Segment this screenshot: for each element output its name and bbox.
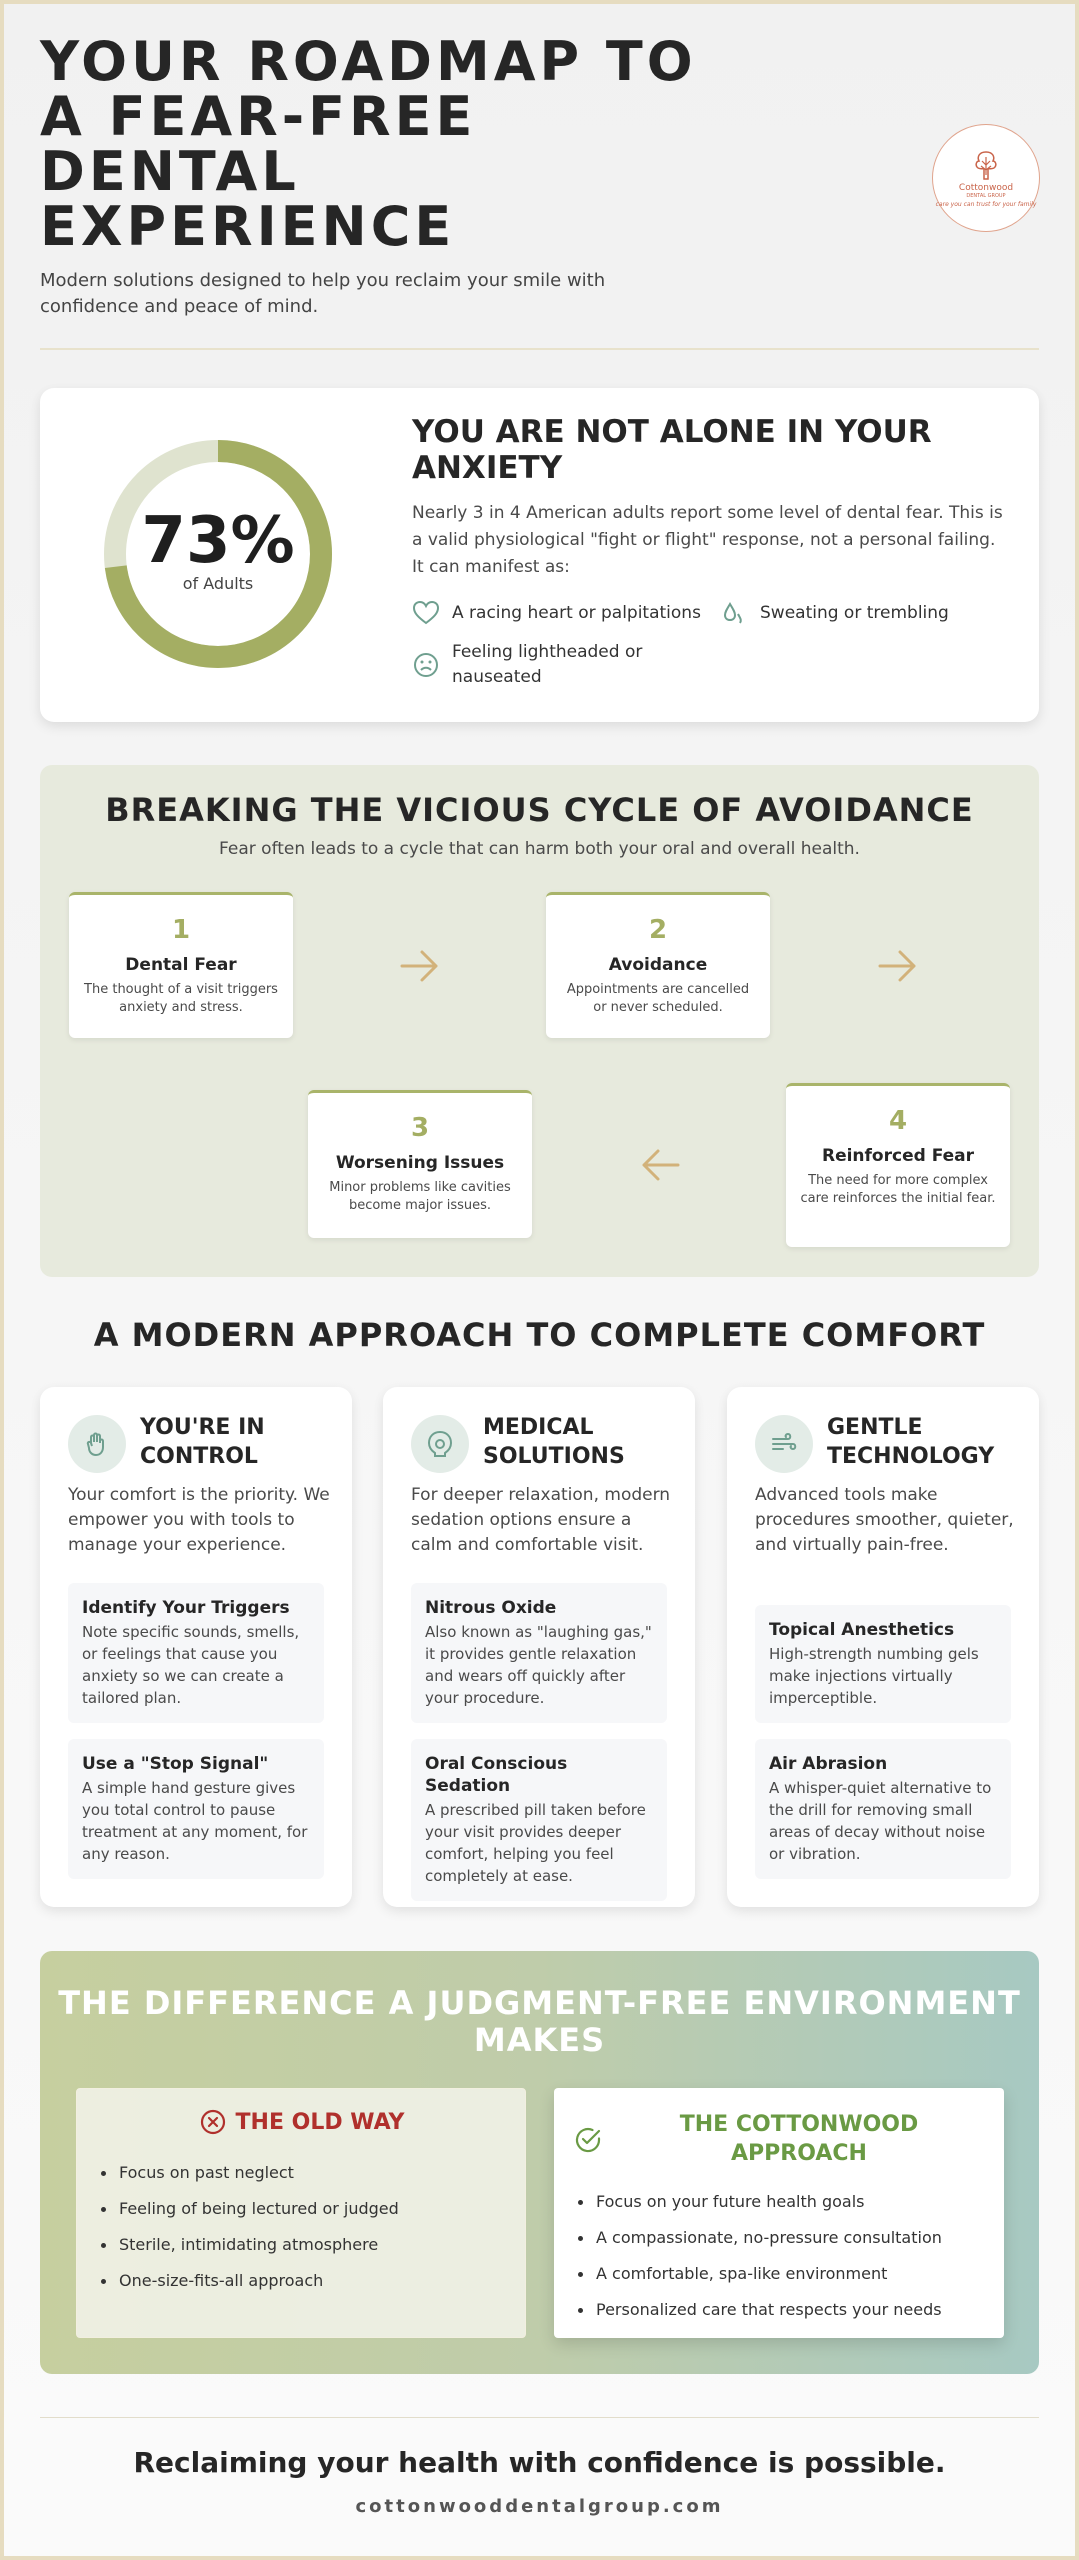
list-item: Focus on past neglect <box>99 2163 399 2183</box>
cottonwood-logo <box>932 124 1040 232</box>
footer-tagline: Reclaiming your health with confidence is possible. <box>133 2446 946 2479</box>
avoidance-cycle-section <box>40 765 1039 1277</box>
old-way-title: THE OLD WAY <box>235 2109 405 2135</box>
tip-description: Also known as "laughing gas," it provides gentle relaxation and wears off quickly after your procedure. <box>425 1623 652 1707</box>
tip-title: Use a "Stop Signal" <box>82 1754 269 1774</box>
hand-icon <box>68 1415 126 1473</box>
list-item: One-size-fits-all approach <box>99 2271 399 2291</box>
dizzy-face-icon <box>412 651 440 679</box>
tip-box <box>411 1739 667 1901</box>
page-title: YOUR ROADMAP TO A FEAR-FREE DENTAL EXPERIENCE <box>40 30 697 258</box>
logo-tagline: DENTAL GROUP <box>966 192 1006 199</box>
old-way-heading <box>77 2109 527 2135</box>
step-description: The need for more complex care reinforces the initial fear. <box>800 1173 996 1206</box>
arrow-right-icon <box>876 946 920 986</box>
cycle-step-2 <box>546 892 770 1038</box>
step-name: Reinforced Fear <box>821 1146 974 1166</box>
comparison-section <box>40 1951 1039 2374</box>
arrow-right-icon <box>398 946 442 986</box>
heart-icon <box>412 600 440 626</box>
card-title: GENTLE TECHNOLOGY <box>827 1415 995 1469</box>
step-name: Avoidance <box>608 955 708 975</box>
page-subtitle: Modern solutions designed to help you reclaim your smile with confidence and peace of mind. <box>40 270 606 317</box>
cottonwood-approach-card <box>554 2088 1004 2338</box>
stat-body: Nearly 3 in 4 American adults report some level of dental fear. This is a valid physiological "fight or flight" response, not a personal failing. It can manifest as: <box>412 503 1003 577</box>
symptom-label: A racing heart or palpitations <box>452 602 701 623</box>
step-description: Minor problems like cavities become major issues. <box>329 1180 511 1213</box>
percent-value: 73% <box>141 504 295 578</box>
wind-icon <box>755 1415 813 1473</box>
step-name: Dental Fear <box>125 955 237 975</box>
card-title: YOU'RE IN CONTROL <box>140 1415 265 1469</box>
sweat-drop-icon <box>720 600 748 626</box>
approach-card-technology <box>727 1387 1039 1907</box>
comparison-title: THE DIFFERENCE A JUDGMENT-FREE ENVIRONMENT MAKES <box>58 1984 1021 2059</box>
tip-box <box>411 1583 667 1723</box>
symptom-label: Feeling lightheaded or nauseated <box>452 642 643 687</box>
tip-description: Note specific sounds, smells, or feelings that cause you anxiety so we can create a tailored plan. <box>82 1623 300 1707</box>
list-item: Feeling of being lectured or judged <box>99 2199 399 2219</box>
tip-title: Nitrous Oxide <box>425 1598 557 1618</box>
divider <box>40 2417 1039 2418</box>
tip-description: A simple hand gesture gives you total control to pause treatment at any moment, for any reason. <box>82 1779 308 1863</box>
step-name: Worsening Issues <box>335 1153 505 1173</box>
cycle-step-3 <box>308 1090 532 1238</box>
percent-label: of Adults <box>182 574 254 593</box>
tip-box <box>755 1739 1011 1879</box>
website-link[interactable]: cottonwooddentalgroup.com <box>355 2496 724 2517</box>
approach-card-medical <box>383 1387 695 1907</box>
tip-title: Air Abrasion <box>769 1754 888 1774</box>
tip-title: Oral Conscious Sedation <box>425 1754 568 1796</box>
card-body: For deeper relaxation, modern sedation options ensure a calm and comfortable visit. <box>411 1485 671 1555</box>
tip-box <box>755 1605 1011 1723</box>
step-number: 3 <box>410 1113 430 1143</box>
card-body: Advanced tools make procedures smoother, quieter, and virtually pain-free. <box>755 1485 1014 1555</box>
step-number: 1 <box>171 915 191 945</box>
tip-description: A prescribed pill taken before your visit provides deeper comfort, helping you feel completely at ease. <box>425 1801 646 1885</box>
logo-name: Cottonwood <box>958 182 1014 193</box>
cottonwood-approach-title: THE COTTONWOOD APPROACH <box>679 2112 919 2166</box>
approach-card-control <box>40 1387 352 1907</box>
tip-description: A whisper-quiet alternative to the drill for removing small areas of decay without noise or vibration. <box>769 1779 992 1863</box>
old-way-list <box>99 2163 399 2307</box>
cycle-step-1 <box>69 892 293 1038</box>
card-body: Your comfort is the priority. We empower you with tools to manage your experience. <box>68 1485 330 1555</box>
tip-title: Identify Your Triggers <box>82 1598 290 1618</box>
list-item: A comfortable, spa-like environment <box>576 2264 942 2284</box>
list-item: Sterile, intimidating atmosphere <box>99 2235 399 2255</box>
list-item: Personalized care that respects your needs <box>576 2300 942 2320</box>
step-description: The thought of a visit triggers anxiety and stress. <box>84 982 278 1015</box>
head-icon <box>411 1415 469 1473</box>
logo-script: care you can trust for your family <box>935 200 1037 208</box>
anxiety-stat-card <box>40 388 1039 722</box>
list-item: Focus on your future health goals <box>576 2192 942 2212</box>
card-title: MEDICAL SOLUTIONS <box>483 1415 625 1469</box>
old-way-card <box>76 2088 526 2338</box>
cottonwood-approach-list <box>576 2192 942 2336</box>
symptom-item <box>412 640 662 690</box>
check-circle-icon <box>574 2126 602 2154</box>
tip-title: Topical Anesthetics <box>769 1620 955 1640</box>
cycle-step-4 <box>786 1083 1010 1247</box>
step-description: Appointments are cancelled or never scheduled. <box>566 982 750 1015</box>
tip-box <box>68 1739 324 1879</box>
cycle-title: BREAKING THE VICIOUS CYCLE OF AVOIDANCE <box>105 791 974 829</box>
list-item: A compassionate, no-pressure consultation <box>576 2228 942 2248</box>
tip-description: High-strength numbing gels make injections virtually imperceptible. <box>769 1645 979 1707</box>
step-number: 4 <box>888 1106 908 1136</box>
tooth-tree-icon <box>967 149 1005 181</box>
step-number: 2 <box>648 915 668 945</box>
tip-box <box>68 1583 324 1723</box>
approach-title: A MODERN APPROACH TO COMPLETE COMFORT <box>93 1316 986 1354</box>
symptom-label: Sweating or trembling <box>760 602 949 623</box>
x-circle-icon <box>200 2109 226 2135</box>
divider <box>40 348 1039 350</box>
cycle-subtitle: Fear often leads to a cycle that can harm both your oral and overall health. <box>219 839 860 859</box>
symptom-item <box>412 600 701 626</box>
stat-title: YOU ARE NOT ALONE IN YOUR ANXIETY <box>412 414 932 486</box>
symptom-item <box>720 600 949 626</box>
arrow-left-icon <box>638 1145 682 1185</box>
